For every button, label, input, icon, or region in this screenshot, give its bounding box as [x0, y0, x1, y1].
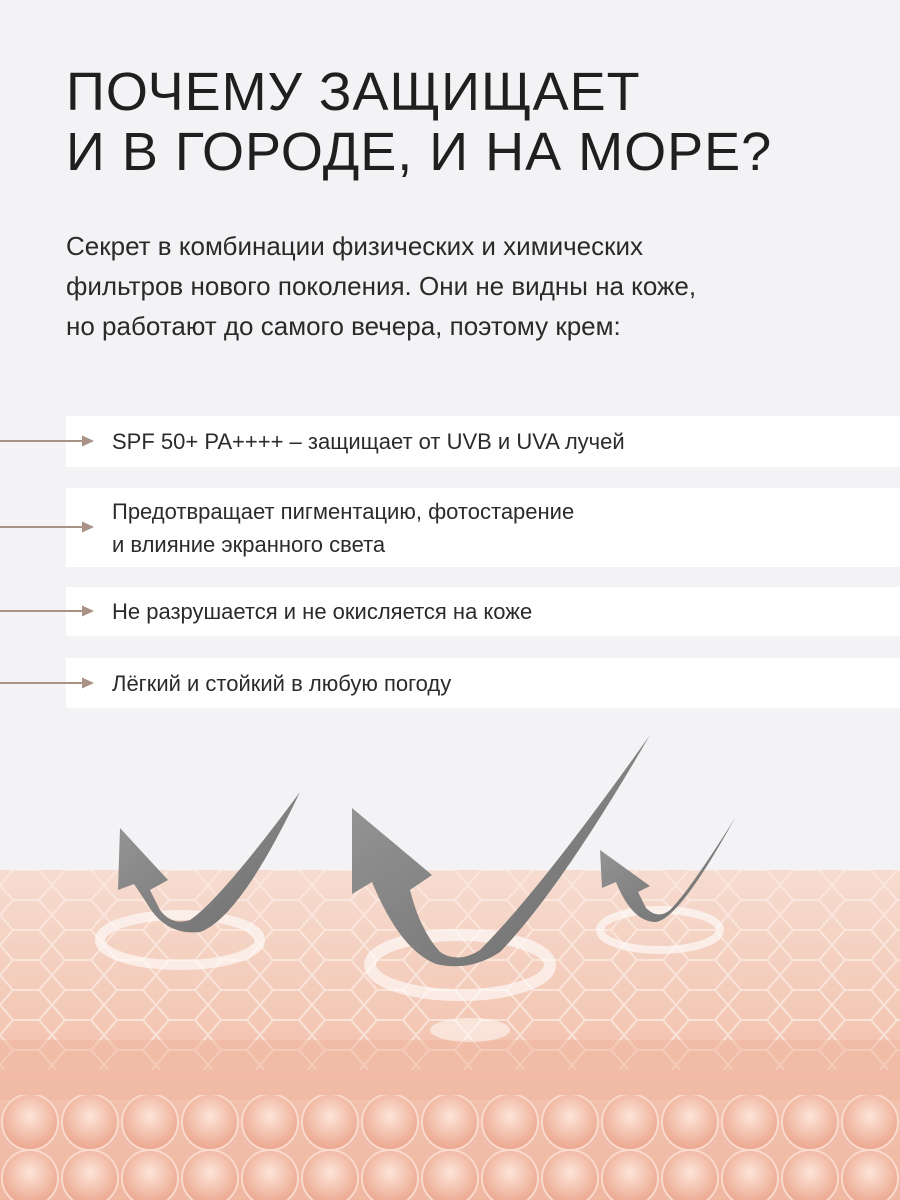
feature-line: SPF 50+ PA++++ – защищает от UVB и UVA лучей: [112, 429, 625, 454]
arrow-right-icon: [0, 520, 95, 534]
page-title: [66, 62, 772, 182]
uv-reflect-arrows-icon: [0, 730, 900, 990]
lead-line-1: Секрет в комбинации физических и химических: [66, 231, 644, 261]
arrow-right-icon: [0, 604, 95, 618]
feature-item-spf: [66, 416, 900, 467]
feature-line: и влияние экранного света: [112, 531, 386, 557]
feature-text: [66, 425, 625, 458]
feature-item-pigmentation: [66, 488, 900, 567]
feature-text: [66, 495, 574, 561]
lead-line-2: фильтров нового поколения. Они не видны на коже,: [66, 271, 697, 301]
feature-text: [66, 667, 451, 700]
lead-line-3: но работают до самого вечера, поэтому крем:: [66, 311, 621, 341]
feature-text: [66, 595, 532, 628]
arrow-right-icon: [0, 676, 95, 690]
feature-line: Предотвращает пигментацию, фотостарение: [112, 498, 575, 524]
feature-line: Не разрушается и не окисляется на коже: [112, 599, 533, 624]
lead-paragraph: [66, 226, 846, 346]
feature-item-weather: [66, 658, 900, 708]
feature-item-stable: [66, 587, 900, 636]
feature-line: Лёгкий и стойкий в любую погоду: [112, 670, 452, 696]
arrow-right-icon: [0, 434, 95, 448]
title-line-1: ПОЧЕМУ ЗАЩИЩАЕТ: [66, 62, 641, 122]
title-line-2: И В ГОРОДЕ, И НА МОРЕ?: [66, 122, 773, 182]
